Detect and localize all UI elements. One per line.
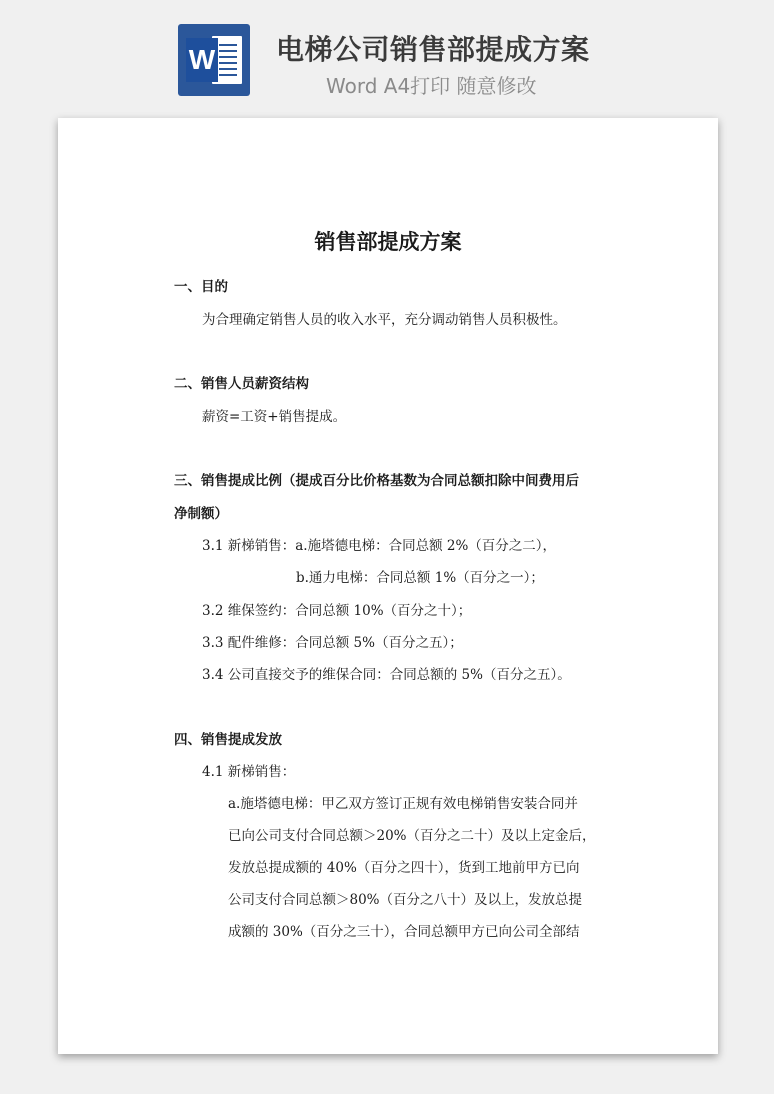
banner-title: 电梯公司销售部提成方案 — [276, 33, 590, 66]
section-1-heading: 一、目的 — [174, 279, 228, 295]
word-document-icon — [178, 24, 250, 96]
item-3-4: 3.4 公司直接交予的维保合同：合同总额的 5%（百分之五）。 — [202, 667, 571, 683]
item-3-3: 3.3 配件维修：合同总额 5%（百分之五）； — [202, 635, 463, 651]
word-icon-letter: W — [186, 38, 218, 82]
section-3-heading-line-2: 净制额） — [174, 506, 228, 522]
section-1-body: 为合理确定销售人员的收入水平，充分调动销售人员积极性。 — [202, 312, 567, 328]
paragraph-line: 已向公司支付合同总额＞20%（百分之二十）及以上定金后， — [228, 828, 596, 844]
item-3-2: 3.2 维保签约：合同总额 10%（百分之十）； — [202, 603, 472, 619]
document-page — [58, 118, 718, 1054]
paragraph-line: 发放总提成额的 40%（百分之四十），货到工地前甲方已向 — [228, 860, 580, 876]
paragraph-line: 公司支付合同总额＞80%（百分之八十）及以上，发放总提 — [228, 892, 583, 908]
header-banner — [0, 0, 774, 110]
banner-subtitle: Word A4打印 随意修改 — [326, 74, 537, 98]
item-3-1a: 3.1 新梯销售：a.施塔德电梯：合同总额 2%（百分之二）， — [202, 538, 557, 554]
item-4-1: 4.1 新梯销售： — [202, 764, 296, 780]
document-title: 销售部提成方案 — [314, 230, 462, 254]
section-2-body: 薪资=工资+销售提成。 — [202, 409, 347, 425]
section-3-heading-line-1: 三、销售提成比例（提成百分比价格基数为合同总额扣除中间费用后 — [174, 473, 579, 489]
paragraph-line: 成额的 30%（百分之三十），合同总额甲方已向公司全部结 — [228, 924, 580, 940]
section-4-heading: 四、销售提成发放 — [174, 732, 282, 748]
paragraph-line: a.施塔德电梯：甲乙双方签订正规有效电梯销售安装合同并 — [228, 796, 578, 812]
section-2-heading: 二、销售人员薪资结构 — [174, 376, 309, 392]
item-3-1b: b.通力电梯：合同总额 1%（百分之一）； — [296, 570, 544, 586]
